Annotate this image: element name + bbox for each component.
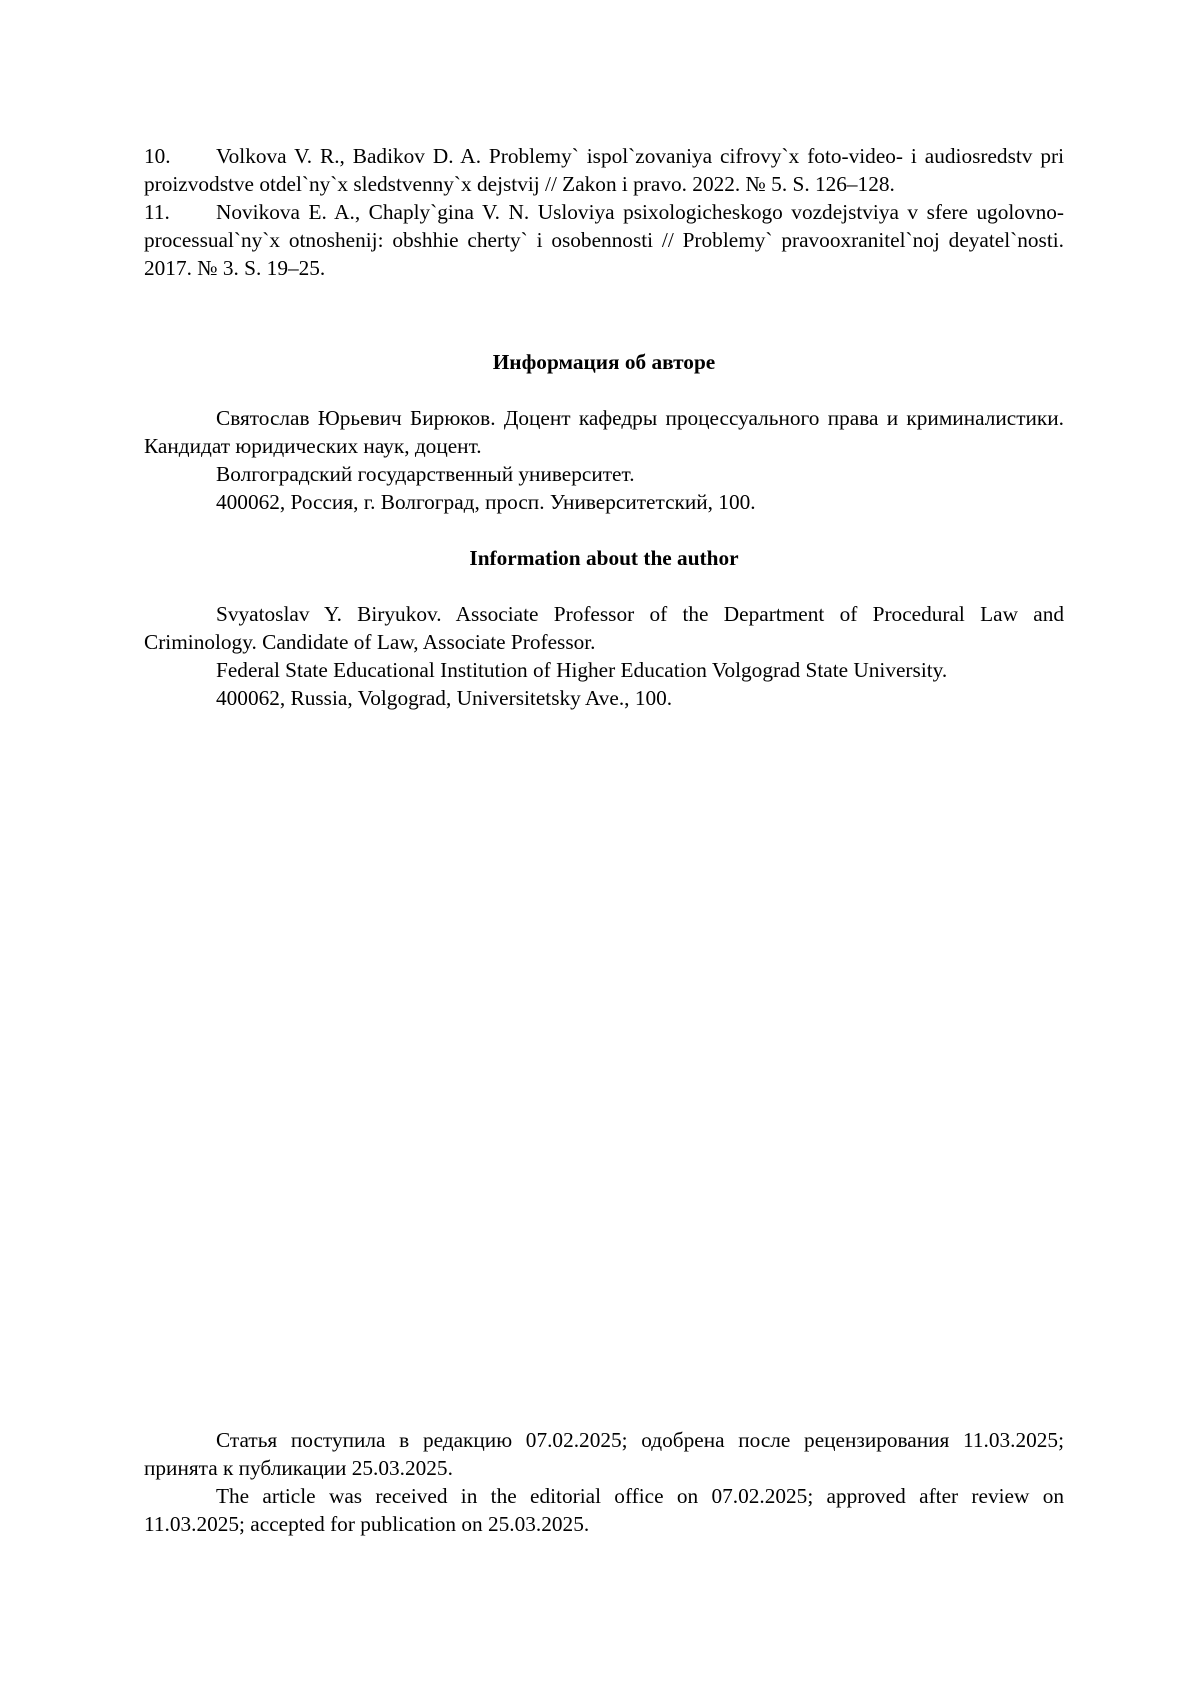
reference-item bbox=[144, 142, 1064, 198]
reference-text: Volkova V. R., Badikov D. A. Problemy` ispol`zovaniya cifrovy`x foto-video- i audiosredstv pri proizvodstve otdel`ny`x sledstvenny`x dejstvij // Zakon i pravo. 2022. № 5. S. 126–128. bbox=[144, 144, 1064, 196]
reference-item bbox=[144, 198, 1064, 282]
author-info-en bbox=[144, 600, 1064, 712]
author-bio-en: Svyatoslav Y. Biryukov. Associate Professor of the Department of Procedural Law and Criminology. Candidate of Law, Associate Professor. bbox=[144, 602, 1064, 654]
author-institution-ru: Волгоградский государственный университет. bbox=[216, 462, 635, 486]
reference-number: 11. bbox=[144, 200, 170, 224]
author-address-en: 400062, Russia, Volgograd, Universitetsky Ave., 100. bbox=[216, 686, 673, 710]
author-info-heading-ru: Информация об авторе bbox=[492, 350, 716, 374]
author-info-ru bbox=[144, 404, 1064, 516]
author-institution-en: Federal State Educational Institution of Higher Education Volgograd State University. bbox=[216, 658, 948, 682]
author-bio-ru: Святослав Юрьевич Бирюков. Доцент кафедры процессуального права и криминалистики. Кандидат юридических наук, доцент. bbox=[144, 406, 1064, 458]
author-address-ru: 400062, Россия, г. Волгоград, просп. Университетский, 100. bbox=[216, 490, 756, 514]
article-dates-ru: Статья поступила в редакцию 07.02.2025; одобрена после рецензирования 11.03.2025; принята к публикации 25.03.2025. bbox=[144, 1428, 1064, 1480]
article-dates bbox=[144, 1426, 1064, 1538]
reference-number: 10. bbox=[144, 144, 171, 168]
article-dates-en: The article was received in the editorial office on 07.02.2025; approved after review on 11.03.2025; accepted for publication on 25.03.2025. bbox=[144, 1484, 1064, 1536]
reference-list bbox=[144, 142, 1064, 282]
reference-text: Novikova E. A., Chaply`gina V. N. Usloviya psixologicheskogo vozdejstviya v sfere ugolovno-processual`ny`x otnoshenij: obshhie cherty` i osobennosti // Problemy` pravooxranitel`noj deyatel`nosti. 2017. № 3. S. 19–25. bbox=[144, 200, 1064, 280]
document-page bbox=[144, 0, 1064, 1697]
author-info-heading-en: Information about the author bbox=[469, 546, 739, 570]
